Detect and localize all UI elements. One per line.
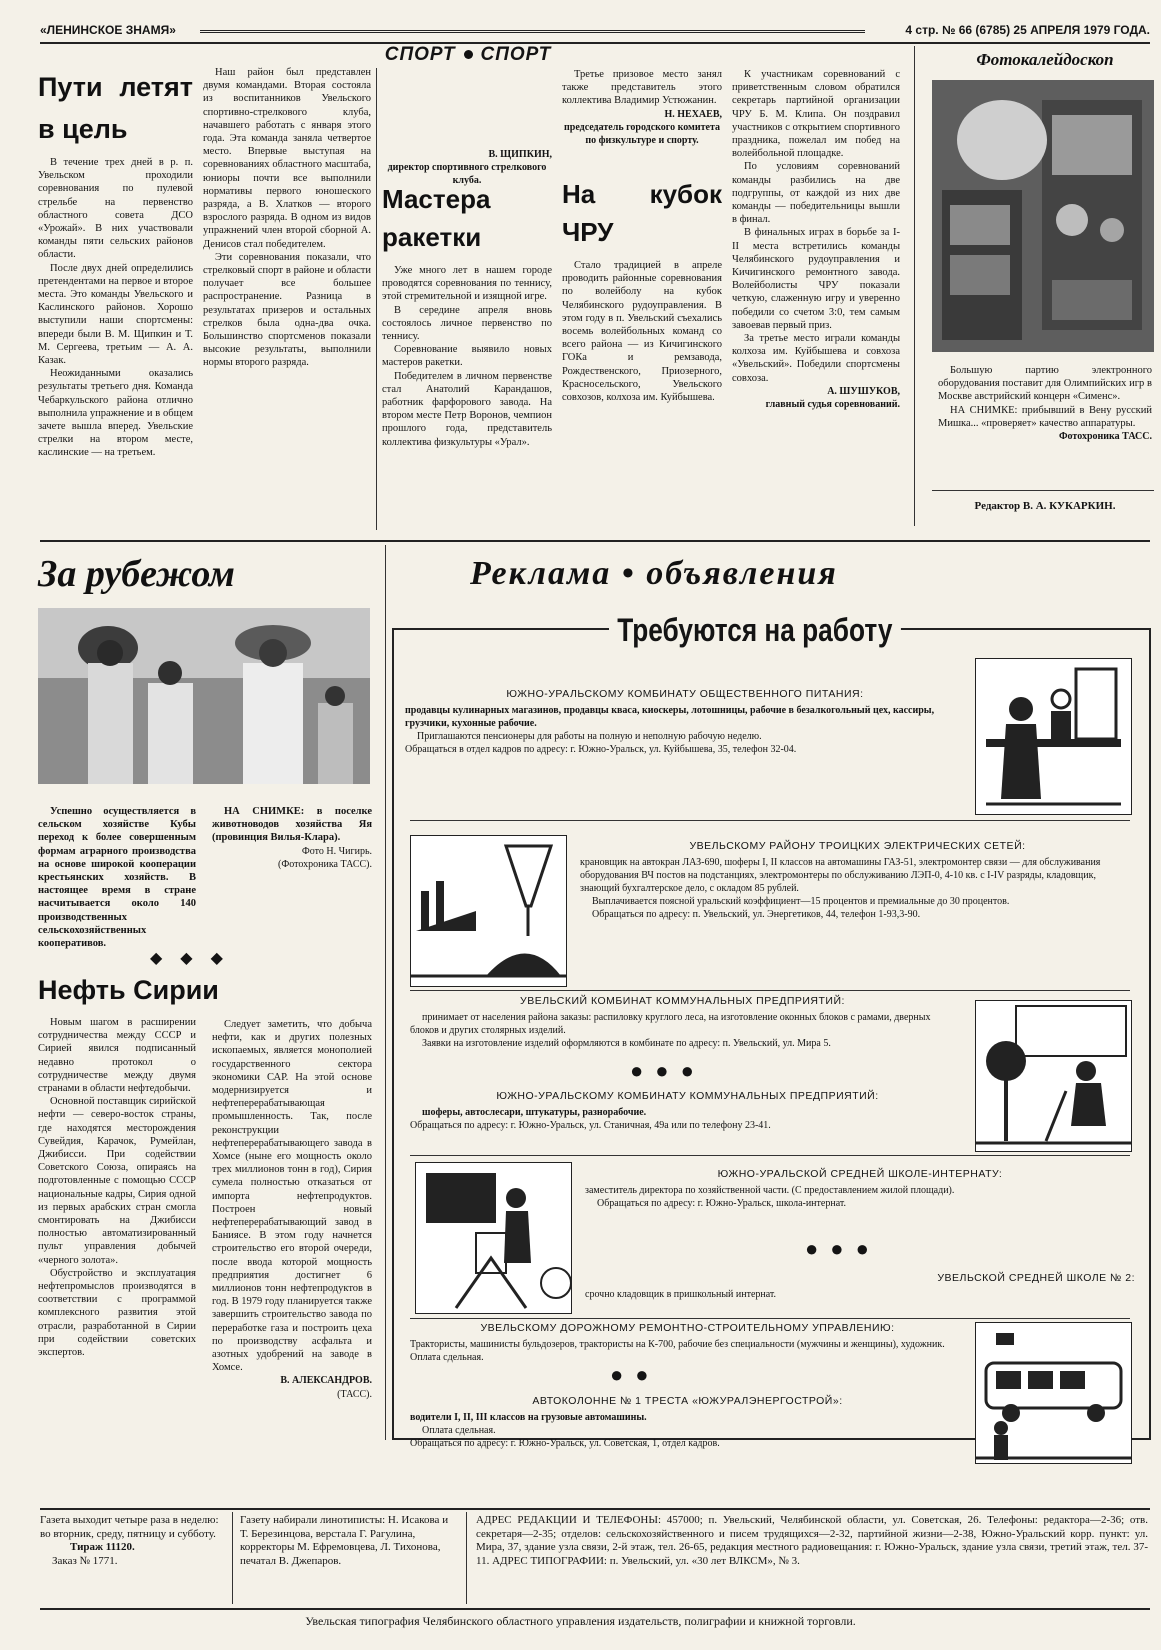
footer-rule	[40, 1508, 1150, 1510]
ad-org: УВЕЛЬСКОМУ РАЙОНУ ТРОИЦКИХ ЭЛЕКТРИЧЕСКИХ СЕТЕЙ:	[689, 840, 1026, 852]
paragraph: По условиям соревнований команды разбились на две подгруппы, от каждой из них две команды — победительницы вышли в финал.	[732, 161, 900, 226]
bullet-icon	[464, 50, 473, 59]
ad-line: Обращаться по адресу: п. Увельский, ул. Энергетиков, 44, телефон 1-93,3-90.	[592, 909, 921, 920]
footer-order: Заказ № 1771.	[52, 1554, 118, 1567]
paragraph: Наш район был представлен двумя командами. Вторая состояла из воспитанников Увельского спортивно-стрелкового клуба, начавшего работать с января этого года. Эта команда заняла четвертое место. Впервые выступая на соревнованиях областного масштаба, юниоры почти все выполнили нормативы первого юношеского разряда, а В. Хлатков — второго взрослого разряда. В одном из видов упражнений член второй сборной А. Денисов стал победителем.	[203, 67, 371, 250]
article-shooting-col1	[38, 66, 193, 536]
illustration-bus-icon	[975, 1322, 1132, 1464]
illustration-power-plant-icon	[410, 835, 567, 987]
ad-line: Обращаться по адресу: г. Южно-Уральск, ул. Советская, 1, отдел кадров.	[410, 1438, 720, 1449]
signature: (ТАСС).	[337, 1388, 372, 1400]
paragraph: Третье призовое место занял также представитель этого коллектива Владимир Устюжанин.	[562, 69, 722, 107]
ad-line: водители I, II, III классов на грузовые автомашины.	[410, 1412, 647, 1423]
ad-south-ural-utilities	[410, 1090, 965, 1132]
paragraph: Следует заметить, что добыча нефти, как и других полезных ископаемых, является монополией государственного сектора экономики САР. На этой основе модернизируется и нефтеперерабатывающая промышленность. Так, после реконструкции нефтеперерабатывающего завода в Хомсе (ныне его мощность около трех миллионов тонн в год), Сирия сумела полностью отказаться от импорта нефтепродуктов. Построен новый нефтеперерабатывающий завод в Баниясе. В этом году начнется строительство его второй очереди, после ввода которой мощность предприятия достигнет 6 миллионов тонн нефтепродуктов в год. В 1979 году планируется также завершить строительство завода по переработке газа и построить цеха по производству асфальта и азотных удобрений на заводе в Хомсе.	[212, 1019, 372, 1374]
illustration-classroom-icon	[415, 1162, 572, 1314]
diamond-separator-icon: ◆◆◆	[150, 950, 241, 967]
ad-line: Приглашаются пенсионеры для работы на полную и неполную рабочую неделю.	[417, 731, 762, 742]
photo-credit: (Фотохроника ТАСС).	[278, 858, 372, 870]
ad-line: продавцы кулинарных магазинов, продавцы кваса, киоскеры, лотошницы, рабочие в безалкогольный цех, кассиры, грузчики, кухонные рабочие.	[405, 705, 935, 729]
ad-line: заместитель директора по хозяйственной части. (С предоставлением жилой площади).	[585, 1185, 955, 1196]
ad-boarding-school	[585, 1168, 1135, 1210]
signature-role: главный судья соревнований.	[765, 399, 900, 411]
paragraph: В финальных играх в борьбе за I-II места встретились команды Челябинского рудоуправления и Кичигинского ремонтного завода. Волейболисты ЧРУ показали четкую, слаженную игру и уверенно победили со счетом 3:0, тем самым завоевав первый приз.	[732, 227, 900, 331]
footer-divider	[466, 1512, 467, 1604]
sport-header-right: СПОРТ	[480, 44, 552, 65]
paragraph: Неожиданными оказались результаты третьего дня. Команда Чебаркульского района отлично выполнила упражнение и в общем зачете вышла вперед. Увельские стрелки на втором месте, каслинские — на третьем.	[38, 368, 193, 459]
paper-name: «ЛЕНИНСКОЕ ЗНАМЯ»	[40, 23, 176, 37]
abroad-photo-caption-col2	[212, 805, 372, 945]
paragraph: Победителем в личном первенстве стал Анатолий Карандашов, работник фарфорового завода. На втором месте Петр Воронов, чемпион прошлого года, представитель коллектива физкультуры «Урал».	[382, 370, 552, 448]
footer-schedule-text: Газета выходит четыре раза в неделю: во вторник, среду, пятницу и субботу.	[40, 1514, 219, 1540]
caption: Большую партию электронного оборудования поставит для Олимпийских игр в Москве австрийский концерн «Сименс».	[938, 365, 1152, 403]
illustration-gardener-icon	[975, 1000, 1132, 1152]
article-tennis-end	[562, 68, 722, 176]
caption: Успешно осуществляется в сельском хозяйстве Кубы переход к более совершенным формам аграрного производства на основе широкой кооперации крестьянских хозяйств. В настоящее время в стране насчитывается около 140 производственных сельскохозяйственных кооперативов.	[38, 806, 196, 950]
dot-separator-icon: ●●	[610, 1362, 661, 1387]
footer-schedule	[40, 1514, 225, 1568]
ad-org: ЮЖНО-УРАЛЬСКОЙ СРЕДНЕЙ ШКОЛЕ-ИНТЕРНАТУ:	[717, 1168, 1003, 1180]
column-rule	[914, 46, 915, 526]
paragraph: Основной поставщик сирийской нефти — северо-восток страны, где находятся месторождения Сувейдия, Карачок, Румейлан, Джибисси. При содействии Советского Союза, опираясь на подготовленные с помощью СССР национальные кадры, Сирия одной из первых арабских стран смогла смонтировать на Джибисси полностью автоматизированный пульт управления добычей «черного золота».	[38, 1096, 196, 1266]
printer-line: Увельская типография Челябинского областного управления издательств, полиграфии и книжной торговли.	[305, 1614, 856, 1628]
photokaleidoscope-caption	[938, 364, 1152, 494]
ad-line: Заявки на изготовление изделий оформляются в комбинате по адресу: п. Увельский, ул. Мира 5.	[422, 1038, 831, 1049]
article-volleyball-col1	[562, 175, 722, 536]
photo-cuba-cooperative	[38, 608, 370, 784]
ad-line: крановщик на автокран ЛАЗ-690, шоферы I, II классов на автомашины ГАЗ-51, электромонтер связи — для обслуживания оборудования ВЧ постов на подстанциях, электромонтеры по обслуживанию ЛЭП-0, 4-10 кв. с I-IV разряды, кладовщик, знающий бухгалтерское дело, с окладом 85 рублей.	[580, 857, 1101, 894]
masthead	[40, 18, 1150, 44]
ad-line: срочно кладовщик в пришкольный интернат.	[585, 1289, 777, 1300]
signature-role: директор спортивного стрелкового клуба.	[387, 162, 547, 187]
article-tennis	[382, 180, 552, 536]
ad-org: АВТОКОЛОННЕ № 1 ТРЕСТА «ЮЖУРАЛЭНЕРГОСТРОЙ»:	[532, 1395, 843, 1407]
article-title: На кубок ЧРУ	[562, 179, 722, 247]
paragraph: В течение трех дней в р. п. Увельском проходили соревнования по пулевой стрельбе на первенство областного совета ДСО «Урожай». В них участвовали команды пяти сельских районов области.	[38, 157, 193, 261]
article-syria-col2	[212, 1018, 372, 1446]
ad-line: принимает от населения района заказы: распиловку круглого леса, на изготовление оконных блоков с рамами, дверных блоков и других столярных изделий.	[410, 1012, 931, 1036]
footer-circulation: Тираж 11120.	[70, 1541, 135, 1553]
ad-uvelsky-utilities	[410, 995, 955, 1050]
column-rule	[376, 68, 377, 530]
signature: Н. НЕХАЕВ,	[664, 108, 722, 120]
editor-line: Редактор В. А. КУКАРКИН.	[974, 500, 1116, 512]
signature: В. АЛЕКСАНДРОВ.	[280, 1375, 372, 1387]
article-volleyball-col2	[732, 68, 900, 536]
paragraph: Новым шагом в расширении сотрудничества между СССР и Сирией явился подписанный недавно протокол о сотрудничестве между двумя странами в области нефтедобычи.	[38, 1017, 196, 1095]
sport-header-left: СПОРТ	[384, 44, 456, 65]
footer-typesetting: Газету набирали линотиписты: Н. Исакова и Т. Березинцова, верстала Г. Рагулина, корректоры М. Ефремовцева, Л. Тихонова, печатал В. Джепаров.	[240, 1514, 449, 1567]
photo-credit: Фото Н. Чигирь.	[301, 845, 372, 857]
ad-org: ЮЖНО-УРАЛЬСКОМУ КОМБИНАТУ ОБЩЕСТВЕННОГО ПИТАНИЯ:	[506, 688, 864, 700]
ads-title: Реклама • объявления	[470, 555, 838, 592]
ad-line: Обращаться по адресу: г. Южно-Уральск, школа-интернат.	[597, 1198, 846, 1209]
signature: В. ЩИПКИН,	[488, 149, 552, 160]
ad-org: ЮЖНО-УРАЛЬСКОМУ КОМБИНАТУ КОММУНАЛЬНЫХ ПРЕДПРИЯТИЙ:	[496, 1090, 879, 1102]
photo-siemens-equipment	[932, 80, 1154, 352]
top-rule	[40, 42, 1150, 44]
ad-org: УВЕЛЬСКОМУ ДОРОЖНОМУ РЕМОНТНО-СТРОИТЕЛЬНОМУ УПРАВЛЕНИЮ:	[480, 1322, 895, 1334]
footer-address: АДРЕС РЕДАКЦИИ И ТЕЛЕФОНЫ: 457000; п. Увельский, Челябинской области, ул. Советская, 26. Телефоны: редактора—2-36; отв. секретаря—2-35; отделов: сельскохозяйственного и писем трудящихся—2-32, партийной жизни—2-38, Южно-Уральский корр. пункт: ул. Мира, 37, здание узла связи, 2-й этаж, тел. 26-65, редакция местного радиовещания: г. Южно-Уральск, здание узла связи, третий этаж, тел. 37-11. АДРЕС ТИПОГРАФИИ: п. Увельский, ул. «30 лет ВЛКСМ», № 3.	[476, 1514, 1148, 1567]
masthead-rule	[200, 30, 865, 33]
ad-line: Трактористы, машинисты бульдозеров, трактористы на К-700, рабочие без специальности (мужчины и женщины), художник. Оплата сдельная.	[410, 1339, 945, 1363]
footer-divider	[232, 1512, 233, 1604]
ad-electric-networks	[580, 840, 1135, 921]
article-title: Мастера ракетки	[382, 184, 491, 252]
bottom-rule	[40, 1608, 1150, 1610]
caption: НА СНИМКЕ: в поселке животноводов хозяйства Яя (провинция Вилья-Клара).	[212, 806, 372, 844]
paragraph: Соревнование выявило новых мастеров ракетки.	[382, 344, 552, 369]
ad-catering	[405, 688, 965, 756]
ad-line: Обращаться в отдел кадров по адресу: г. Южно-Уральск, ул. Куйбышева, 35, телефон 32-04.	[405, 744, 797, 755]
paragraph: К участникам соревнований с приветственным словом обратился секретарь партийной организации ЧРУ Б. М. Клипа. Он поздравил участников с открытием спортивного праздника, пожелал им побед на волейбольной площадке.	[732, 69, 900, 160]
ads-subtitle: Требуются на работу	[609, 610, 901, 650]
signature-role: председатель городского комитета по физкультуре и спорту.	[564, 121, 720, 147]
dot-separator-icon: ●●●	[805, 1236, 881, 1261]
paragraph: Обустройство и эксплуатация нефтепромыслов производятся в соответствии с программой комплексного развития этой отрасли, разработанной в Сирии при содействии советских экспертов.	[38, 1267, 196, 1359]
rule	[410, 820, 1130, 821]
ad-line: Выплачивается поясной уральский коэффициент—15 процентов и премиальные до 30 процентов.	[592, 896, 1010, 907]
article-syria-col1	[38, 972, 219, 1442]
signature: А. ШУШУКОВ,	[827, 385, 900, 397]
paragraph: Эти соревнования показали, что стрелковый спорт в районе и области получает все большее распространение. Разница в результатах призеров и остальных стрелков была одна-два очка. Большинство спортсменов показали высокие результаты, выполнили нормы второго разряда.	[203, 251, 371, 369]
abroad-title: За рубежом	[38, 553, 235, 595]
column-rule	[385, 545, 386, 1440]
ad-school-2	[585, 1272, 1135, 1301]
sport-section-header	[368, 44, 568, 66]
photo-credit: Фотохроника ТАСС.	[1058, 431, 1152, 443]
photokaleidoscope-title: Фотокалейдоскоп	[976, 50, 1114, 69]
ad-auto-column	[410, 1395, 965, 1450]
ad-line: шоферы, автослесари, штукатуры, разнорабочие.	[422, 1107, 647, 1118]
illustration-shop-icon	[975, 658, 1132, 815]
rule	[410, 1155, 1130, 1156]
paragraph: После двух дней определились претендентами на первое и второе места. Это команды Увельского и Каслинского районов. Хорошо выступили наши спортсмены: впереди были В. М. Щипкин и Т. М. Сергеева, третьим — А. А. Казак.	[38, 262, 193, 367]
caption: НА СНИМКЕ: прибывший в Вену русский Мишка... «проверяет» качество аппаратуры.	[938, 404, 1152, 429]
issue-info: 4 стр. № 66 (6785) 25 АПРЕЛЯ 1979 ГОДА.	[905, 23, 1150, 37]
rule	[932, 490, 1154, 491]
ad-org: УВЕЛЬСКОЙ СРЕДНЕЙ ШКОЛЕ № 2:	[937, 1272, 1135, 1284]
ad-org: УВЕЛЬСКИЙ КОМБИНАТ КОММУНАЛЬНЫХ ПРЕДПРИЯТИЙ:	[520, 995, 845, 1007]
article-title: Нефть Сирии	[38, 975, 219, 1005]
paragraph: В середине апреля вновь состоялось личное первенство по теннису.	[382, 304, 552, 343]
paragraph: За третье место играли команды колхоза им. Куйбышева и совхоза «Увельский». Победили спортсмены совхоза.	[732, 333, 900, 384]
rule	[410, 990, 1130, 991]
paragraph: Стало традицией в апреле проводить районные соревнования по волейболу на кубок Челябинского рудоуправления. В этом году в п. Увельский съехались восемь волейбольных команд со всего района — из Кичигинского ГОКа и ремзавода, Рождественского, Приозерного, Красносельского, Увельского совхозов, колхоза им. Куйбышева.	[562, 260, 722, 404]
article-shooting-col2	[203, 66, 371, 536]
paragraph: Уже много лет в нашем городе проводятся соревнования по теннису, этой стремительной и изящной игре.	[382, 265, 552, 303]
rule	[410, 1318, 1130, 1319]
photo-illustration	[38, 608, 370, 784]
ad-line: Оплата сдельная.	[422, 1425, 496, 1436]
article-title: Пути летят в цель	[38, 72, 193, 144]
dot-separator-icon: ●●●	[630, 1058, 706, 1083]
section-divider	[40, 540, 1150, 542]
ad-line: Обращаться по адресу: г. Южно-Уральск, ул. Станичная, 49а или по телефону 23-41.	[410, 1120, 771, 1131]
ad-road-repair	[410, 1322, 965, 1364]
photo-illustration	[932, 80, 1154, 352]
article-shooting-signature	[382, 68, 552, 187]
abroad-photo-caption-col1	[38, 805, 196, 950]
